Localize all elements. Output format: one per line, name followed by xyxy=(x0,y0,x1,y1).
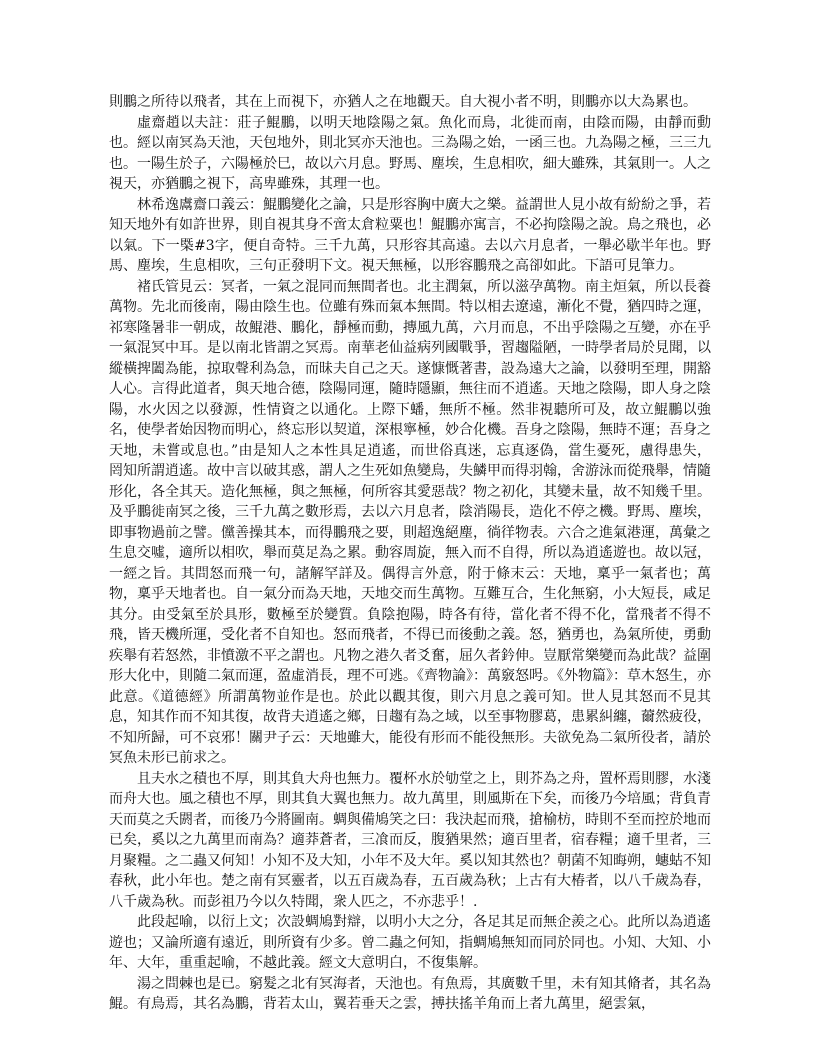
paragraph-4: 褚氏管見云：冥者，一氣之混同而無間者也。北主潤氣，所以滋孕萬物。南主烜氣，所以長養萬物。先北而後南，陽由陰生也。位雖有殊而氣本無間。特以相去遼遠，漸化不覺，猶四時之運，祁寒隆暑非一朝成，故鯤港、鵬化，靜極而動，摶風九萬，六月而息，不出乎陰陽之互變，亦在乎一氣混冥中耳。是以南北皆謂之冥焉。南華老仙益病列國戰爭，習趨隘陋，一時學者局於見聞，以縱橫捭闔為能，掠取聲利為急，而昧夫自己之天。遂慷慨著書，設為遠大之論，以發明至理，開豁人心。言得此道者，與天地合德，陰陽同運，隨時隱顯，無往而不逍遙。天地之陰陽，即人身之陰陽，水火因之以發源，性情資之以通化。上際下蟠，無所不極。然非視聽所可及，故立鯤鵬以強名，使學者始因物而明心，終忘形以契道，深根寧極，妙合化機。吾身之陰陽，無時不運；吾身之天地，未嘗或息也。”由是知人之本性具足逍遙，而世俗真迷，忘真逐偽，當生憂死，慮得患失，罔知所謂逍遙。故中言以破其惑，謂人之生死如魚變鳥，失鱗甲而得羽翰，舍游泳而從飛舉，情隨形化，各全其天。造化無極，與之無極，何所容其愛惡哉？物之初化，其變未量，故不知幾千里。及乎鵬徙南冥之後，三千九萬之數形焉，去以六月息者，陰消陽長，造化不停之機。野馬、塵埃，即事物過前之譬。儻善操其本，而得鵬飛之要，則超逸絕塵，徜徉物表。六合之進氣港運，萬彙之生息交噓，適所以相吹，舉而莫足為之累。動容周旋，無入而不自得，所以為逍遙遊也。故以冠，一經之旨。其問怒而飛一句，諸解罕詳及。偶得言外意，附于條末云：天地，稟乎一氣者也；萬物，稟乎天地者也。自一氣分而為天地，天地交而生萬物。互難互合，生化無窮，小大短長，咸足其分。由受氣至於具形，數極至於變質。負陰抱陽，時各有待，當化者不得不化，當飛者不得不飛，皆天機所運，受化者不自知也。怒而飛者，不得已而後動之義。怒，猶勇也，為氣所使，勇動疾舉有若怒然，非憤激不平之謂也。凡物之港久者爻奮，屈久者鈐伸。豈厭常樂變而為此哉？益圍形大化中，則隨二氣而運，盈虛消長，理不可逃。《齊物論》：萬竅怒呺。《外物篇》：草木怒生，亦此意。《道德經》所謂萬物並作是也。於此以觀其復，則六月息之義可知。世人見其怒而不見其息，知其作而不知其復，故背夫逍遙之鄉，日趨有為之域，以至事物膠葛，患累糾纏，薾然疲役，不知所歸，可不哀邪！關尹子云：天地雖大，能役有形而不能役無形。夫欲免為二氣所役者，請於冥魚未形已前求之。 xyxy=(109,278,711,766)
paragraph-7: 湯之問棘也是已。窮髮之北有冥海者，天池也。有魚焉，其廣數千里，未有知其脩者，其名為鯤。有鳥焉，其名為鵬，背若太山，翼若垂天之雲，搏扶搖羊角而上者九萬里，絕雲氣， xyxy=(109,975,711,1012)
paragraph-1: 則鵬之所待以飛者，其在上而視下，亦猶人之在地觀天。自大視小者不明，則鵬亦以大為累也。 xyxy=(109,94,697,110)
paragraph-6: 此段起喻，以衍上文；次設蜩鳩對辯，以明小大之分，各足其足而無企羨之心。此所以為逍遙遊也；又論所適有遠近，則所資有少多。曾二蟲之何知，指蜩鳩無知而同於同也。小知、大知、小年、大年，重重起喻，不越此義。經文大意明白，不復集解。 xyxy=(109,914,711,971)
paragraph-5: 且夫水之積也不厚，則其負大舟也無力。覆杯水於劬堂之上，則芥為之舟，置杯焉則膠，水淺而舟大也。風之積也不厚，則其負大翼也無力。故九萬里，則風斯在下矣，而後乃今培風；背負青天而莫之夭閼者，而後乃今將圖南。蜩與備鳩笑之曰：我決起而飛，搶榆枋，時則不至而控於地而已矣，奚以之九萬里而南為？適莽蒼者，三飡而反，腹猶果然；適百里者，宿春糧；適千里者，三月聚糧。之二蟲又何知！小知不及大知，小年不及大年。奚以知其然也？朝菌不知晦朔，蟪蛄不知春秋，此小年也。楚之南有冥靈者，以五百歲為春，五百歲為秋；上古有大椿者，以八千歲為春，八千歲為秋。而彭祖乃今以久特聞，衆人匹之，不亦悲乎！. xyxy=(109,770,711,910)
paragraph-2: 虛齋趙以夫註：莊子鯤鵬，以明天地陰陽之氣。魚化而鳥，北徙而南，由陰而陽，由靜而動也。經以南冥為天池，天包地外，則北冥亦天池也。三為陽之始，一函三也。九為陽之極，三三九也。一陽生於子，六陽極於巳，故以六月息。野馬、塵埃，生息相吹，細大雖殊，其氣則一。人之視天，亦猶鵬之視下，高卑雖殊，其理一也。 xyxy=(109,114,711,192)
paragraph-3: 林希逸鬳齋口義云：鯤鵬變化之論，只是形容胸中廣大之樂。益謂世人見小故有紛紛之爭，若知天地外有如許世界，則自視其身不啻太倉粒粟也！鯤鵬亦寓言，不必拘陰陽之說。鳥之飛也，必以氣。下一㮣#3字，便自奇特。三千九萬，只形容其高遠。去以六月息者，一舉必歇半年也。野馬、塵埃，生息相吹，三句正發明下文。視天無極，以形容鵬飛之高卻如此。下語可見筆力。 xyxy=(109,196,711,274)
